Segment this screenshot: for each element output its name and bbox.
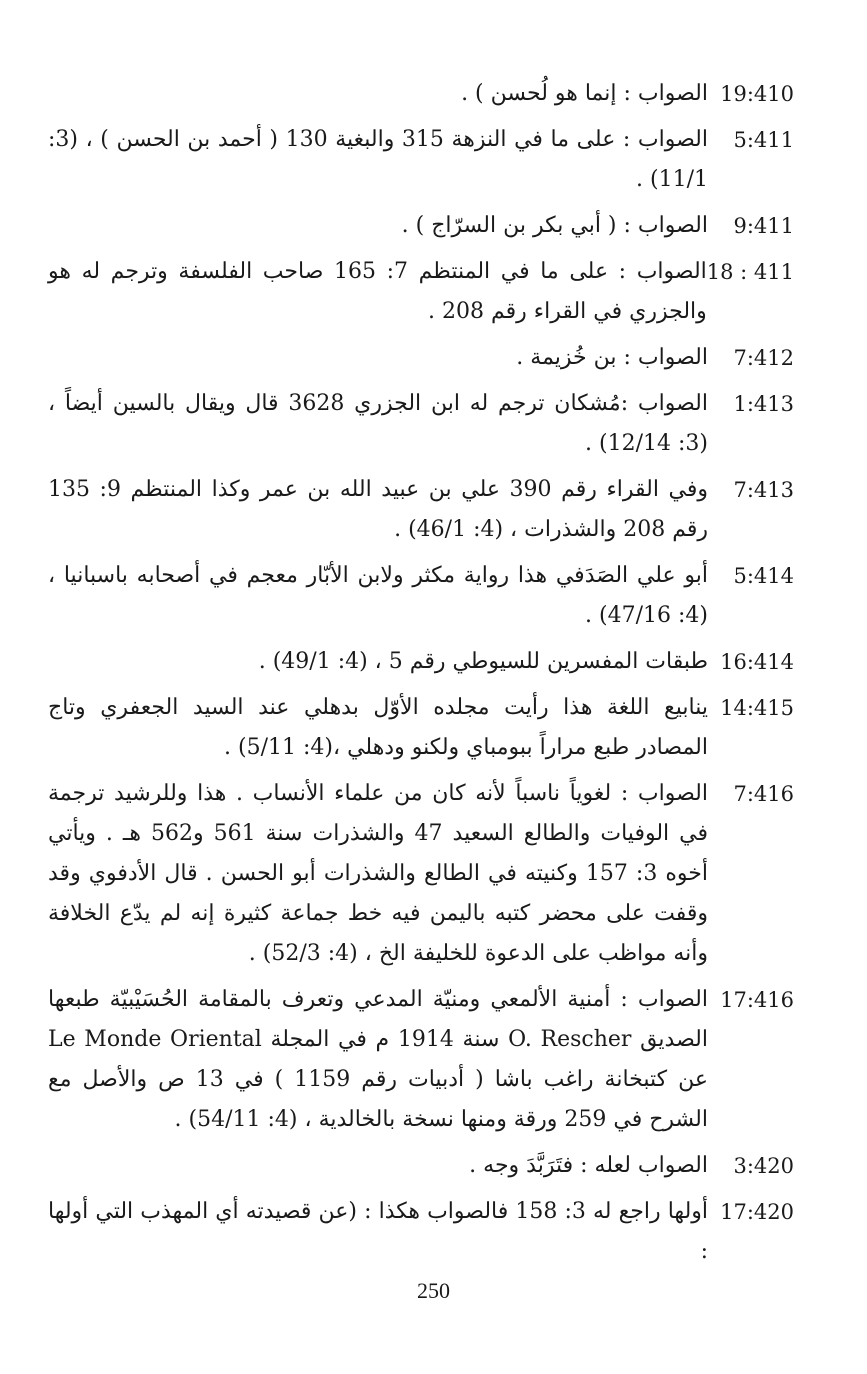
entry-text: الصواب : أمنية الألمعي ومنيّة المدعي وتعرف بالمقامة الحُسَيْبيّة طبعها الصديق O. Rescher سنة 1914 م في المجلة Le Monde Oriental عن كتبخانة راغب باشا ( أدبيات رقم 1159 ) في 13 ص والأصل مع الشرح في 259 ورقة ومنها نسخة بالخالدية ، (4: 54/11) . [48,987,709,1132]
errata-entry [48,384,794,464]
entry-reference: 5:411 [733,128,794,152]
entry-text: الصواب : إنما هو لُحسن ) . [461,81,708,106]
entry-reference: 16:414 [720,650,794,674]
entry-reference: 7:413 [733,478,794,502]
errata-entry [48,206,794,246]
entry-text: الصواب :مُشكان ترجم له ابن الجزري 3628 قال ويقال بالسين أيضاً ، (3: 12/14) . [48,391,708,456]
entry-text: الصواب لعله : فتَرَبَّدَ وجه . [469,1153,708,1178]
entry-text: الصواب : ( أبي بكر بن السرّاج ) . [401,213,708,238]
errata-entry [48,1146,794,1186]
errata-entry [48,338,794,378]
entry-reference: 17:416 [720,988,794,1012]
entry-reference: 9:411 [733,214,794,238]
entry-reference: 3:420 [733,1154,794,1178]
entry-reference: 7:412 [733,346,794,370]
entry-text: الصواب : لغوياً ناسباً لأنه كان من علماء الأنساب . هذا وللرشيد ترجمة في الوفيات والطالع السعيد 47 والشذرات سنة 561 و562 هـ . ويأتي أخوه 3: 157 وكنيته في الطالع والشذرات أبو الحسن . قال الأدفوي وقد وقفت على محضر كتبه باليمن فيه خط جماعة كثيرة إنه لم يدّع الخلافة وأنه مواظب على الدعوة للخليفة الخ ، (4: 52/3) . [48,781,708,966]
page-number: 250 [417,1278,450,1303]
errata-entry [48,74,794,114]
errata-entry [48,556,794,636]
errata-entry [48,252,794,332]
entry-reference: 18 : 411 [706,260,794,284]
entry-reference: 5:414 [733,564,794,588]
entry-text: الصواب : على ما في النزهة 315 والبغية 130 ( أحمد بن الحسن ) ، (3: 11/1) . [48,127,708,192]
entry-text: أولها راجع له 3: 158 فالصواب هكذا : (عن قصيدته أي المهذب التي أولها : [48,1199,709,1264]
entry-text: طبقات المفسرين للسيوطي رقم 5 ، (4: 49/1) . [258,649,708,674]
errata-entry [48,980,794,1140]
errata-entry [48,120,794,200]
entry-reference: 19:410 [720,82,794,106]
entry-text: ينابيع اللغة هذا رأيت مجلده الأوّل بدهلي عند السيد الجعفري وتاج المصادر طبع مراراً ببومباي ولكنو ودهلي ،(4: 5/11) . [48,695,708,760]
entry-reference: 14:415 [720,696,794,720]
entry-text: وفي القراء رقم 390 علي بن عبيد الله بن عمر وكذا المنتظم 9: 135 رقم 208 والشذرات ، (4: 46/1) . [48,477,709,542]
errata-list [48,74,794,1278]
entry-reference: 7:416 [733,782,794,806]
errata-entry [48,1192,794,1272]
entry-text: الصواب : على ما في المنتظم 7: 165 صاحب الفلسفة وترجم له هو والجزري في القراء رقم 208 . [48,259,707,324]
errata-entry [48,688,794,768]
entry-reference: 17:420 [720,1200,794,1224]
errata-entry [48,470,794,550]
entry-text: الصواب : بن خُزيمة . [516,345,708,370]
entry-text: أبو علي الصَدَفي هذا رواية مكثر ولابن الأبّار معجم في أصحابه باسبانيا ، (4: 47/16) . [48,563,708,628]
errata-entry [48,642,794,682]
errata-entry [48,774,794,974]
entry-reference: 1:413 [733,392,794,416]
